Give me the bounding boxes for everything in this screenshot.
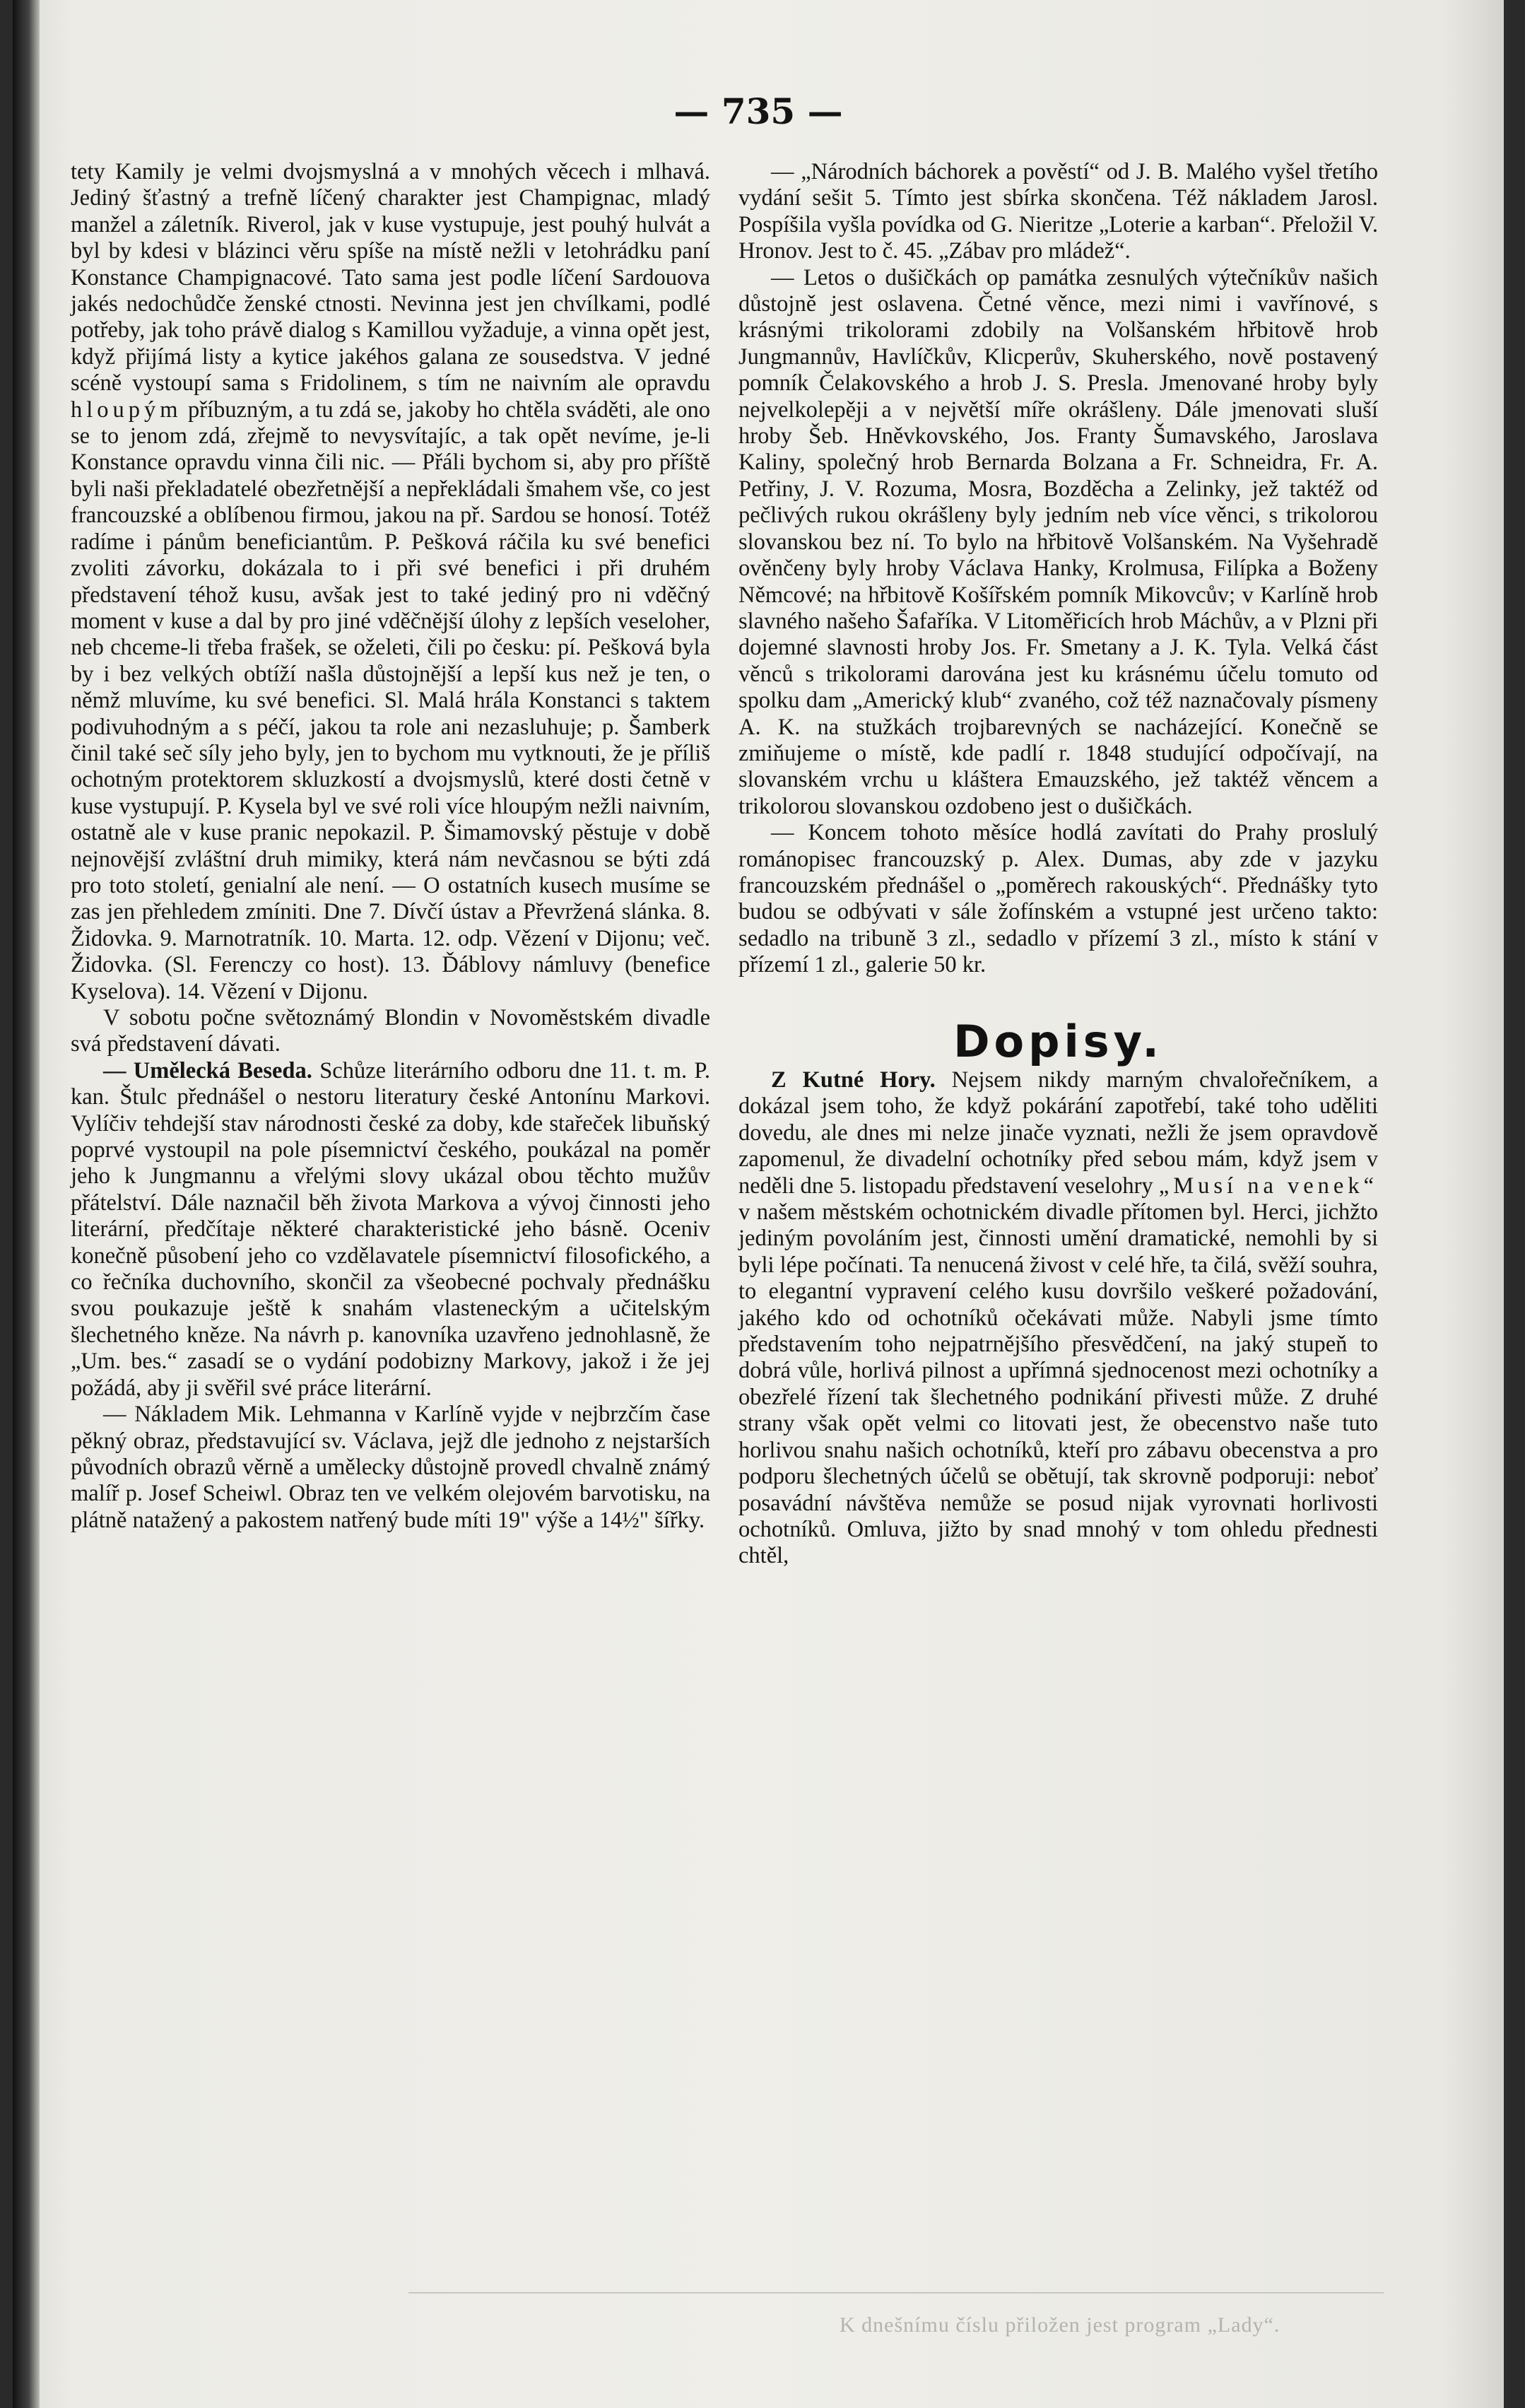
article-paragraph: — Koncem tohoto měsíce hodlá zavítati do Prahy proslulý románopisec francouzský p. Alex. Dumas, aby zde v jazyku francouzském přednášel o „poměrech rakouských“. Přednášky tyto budou se odbývati v sále žofínském a vstupné jest určeno takto: sedadlo na tribuně 3 zl., sedadlo v přízemí 3 zl., místo k stání v přízemí 1 zl., galerie 50 kr. [738,820,1378,978]
article-paragraph: — Umělecká Beseda. Schůze literárního odboru dne 11. t. m. P. kan. Štulc přednášel o nestoru literatury české Antonínu Markovi. Vylíčiv tehdejší stav národnosti české za doby, kde stařeček libuňský poprvé vystoupil na pole písemnictví českého, poukázal na poměr jeho k Jungmannu a vřelými slovy ukázal obou těchto mužův přátelství. Dále naznačil běh života Markova a vývoj činnosti jeho literární, předčítaje některé charakteristické jeho básně. Oceniv konečně působení jeho co vzdělavatele písemnictví filosofického, a co řečníka duchovního, skončil za všeobecné pochvaly přednášku svou poukazuje ještě k snahám vlasteneckým a učitelským šlechetného kněze. Na návrh p. kanovníka uzavřeno jednohlasně, že „Um. bes.“ zasadí se o vydání podobizny Markovy, jakož i že jej požádá, aby ji svěřil své práce literární. [71,1057,710,1401]
section-heading: Dopisy. [953,1015,1163,1067]
section-title: — Umělecká Beseda. [103,1057,312,1083]
divider [408,2292,1384,2294]
article-paragraph: — Nákladem Mik. Lehmanna v Karlíně vyjde v nejbrzčím čase pěkný obraz, představující sv. Václava, jejž dle jednoho z nejstarších původních obrazů věrně a umělecky důstojně provedl chvalně známý malíř p. Josef Scheiwl. Obraz ten ve velkém olejovém barvotisku, na plátně natažený a pakostem natřený bude míti 19" výše a 14½" šířky. [71,1402,710,1533]
article-paragraph: — „Národních báchorek a pověstí“ od J. B. Malého vyšel třetího vydání sešit 5. Tímto jest sbírka skončena. Též nákladem Jarosl. Pospíšila vyšla povídka od G. Nieritze „Loterie a karban“. Přeložil V. Hronov. Jest to č. 45. „Zábav pro mládež“. [738,159,1378,264]
right-column [738,159,1378,1570]
article-paragraph: — Letos o dušičkách op památka zesnulých výtečníkův našich důstojně jest oslavena. Četné věnce, mezi nimi i vavřínové, s krásnými trikolorami zdobily na Volšanském hřbitově hrob Jungmannův, Havlíčkův, Klicperův, Skuherského, nově postavený pomník Čelakovského a hrob J. S. Presla. Jmenované hroby byly nejvelkolepěji a v největší míře okrášleny. Dále jmenovati sluší hroby Šeb. Hněvkovského, Jos. Franty Šumavského, Jaroslava Kaliny, společný hrob Bernarda Bolzana a Fr. Schneidra, Fr. A. Petřiny, J. V. Rozuma, Mosra, Bozděcha a Zelinky, jež taktéž od pečlivých rukou okrášleny byly jedním neb více věnci, s trikolorou slovanskou bez ní. To bylo na hřbitově Volšanském. Na Vyšehradě ověnčeny byly hroby Václava Hanky, Krolmusa, Filípka a Boženy Němcové; na hřbitově Košířském pomník Mikovcův; v Karlíně hrob slavného našeho Šafaříka. V Litoměřicích hrob Máchův, a v Plzni při dojemné slavnosti hroby Jos. Fr. Smetany a J. K. Tyla. Velká část věnců s trikolorami darována jest ku krásnému účelu tomuto od spolku dam „Americký klub“ zvaného, což též naznačovaly písmeny A. K. na stužkách trojbarevných se nacházející. Konečně se zmiňujeme o místě, kde padlí r. 1848 studující odpočívají, na slovanském vrchu u kláštera Emauzského, jež taktéž věncem a trikolorou slovanskou ozdobeno jest o dušičkách. [738,264,1378,819]
dateline: Z Kutné Hory. [771,1067,936,1093]
article-paragraph: tety Kamily je velmi dvojsmyslná a v mnohých věcech i mlhavá. Jediný šťastný a trefně líčený charakter jest Champignac, mladý manžel a záletník. Riverol, jak v kuse vystupuje, jest pouhý hulvát a byl by kdesi v blázinci věru spíše na místě nežli v letohrádku paní Konstance Champignacové. Tato sama jest podle líčení Sardouova jakés nedochůdče ženské ctnosti. Nevinna jest jen chvílkami, podlé potřeby, jak toho právě dialog s Kamillou vyžaduje, a vinna opět jest, když přijímá listy a kytice jakéhos galana ze sousedstva. V jedné scéně vystoupí sama s Fridolinem, s tím ne naivním ale opravdu hloupým příbuzným, a tu zdá se, jakoby ho chtěla sváděti, ale ono se to jenom zdá, zřejmě to nevysvítajíc, a tak opět nevíme, je-li Konstance opravdu vinna čili nic. — Přáli bychom si, aby pro příště byli naši překladatelé obezřetnější a nepřekládali šmahem vše, co jest francouzské a oblíbenou firmou, jakou na př. Sardou se honosí. Totéž radíme i pánům beneficiantům. P. Pešková ráčila ku své benefici zvoliti závorku, dokázala to i při své benefici i při druhém představení téhož kusu, avšak jest to také jediný pro ni vděčný moment v kuse a dal by pro jiné vděčnější úlohy z lepších veseloher, neb chceme-li třeba frašek, se oželeti, čili po česku: pí. Pešková byla by i bez velkých obtíží našla důstojnější a lepší kus než je ten, o němž mluvíme, ku své benefici. Sl. Malá hrála Konstanci s taktem podivuhodným a s péčí, jakou ta role ani nezasluhuje; p. Šamberk činil také seč síly jeho byly, jen to bychom mu vytknouti, že je příliš ochotným protektorem skluzkostí a dvojsmyslů, které dosti četně v kuse vystupují. P. Kysela byl ve své roli více hloupým nežli naivním, ostatně ale v kuse pranic nepokazil. P. Šimamovský pěstuje v době nejnovější zvláštní druh mimiky, která nám nevčasnou se býti zdá pro toto století, genialní ale není. — O ostatních kusech musíme se zas jen přehledem zmíniti. Dne 7. Dívčí ústav a Převržená slánka. 8. Židovka. 9. Marnotratník. 10. Marta. 12. odp. Vězení v Dijonu; več. Židovka. (Sl. Ferenczy co host). 13. Ďáblovy námluvy (benefice Kyselova). 14. Vězení v Dijonu. [71,159,710,1004]
left-column [71,159,710,1534]
bottom-note: K dnešnímu číslu přiložen jest program „Lady“. [840,2313,1280,2337]
article-paragraph: Z Kutné Hory. Nejsem nikdy marným chvalořečníkem, a dokázal jsem toho, že když pokárání zapotřebí, také toho uděliti dovedu, ale dnes mi nelze jinače vyznati, nežli že jsem opravdově zapomenul, že divadelní ochotníky před sebou mám, když jsem v neděli dne 5. listopadu představení veselohry „Musí na venek“ v našem městském ochotnickém divadle přítomen byl. Herci, jichžto jediným povoláním jest, činnosti umění dramatické, nemohli by si byli lépe počínati. Ta nenucená živost v celé hře, ta čilá, svěží souhra, to elegantní vypravení celého kusu dovršilo veškeré požadování, jakého kdo od ochotníků očekávati může. Nabyli jsme tímto představením toho nejpatrnějšího přesvědčení, na jaký stupeň to dobrá vůle, horlivá pilnost a upřímná sjednocenost mezi ochotníky a obezřelé řízení tak šlechetného podnikání přivesti může. Z druhé strany však opět velmi co litovati jest, že obecenstvo naše tuto horlivou snahu našich ochotníků, kteří pro zábavu obecenstva a pro podporu šlechetných účelů se obětují, tak skrovně podporuji: neboť posavádní návštěva nemůže se posud nijak vyrovnati horlivosti ochotníků. Omluva, jižto by snad mnohý v tom ohledu přednesti chtěl, [738,1067,1379,1569]
article-paragraph: V sobotu počne světoznámý Blondin v Novoměstském divadle svá představení dávati. [71,1005,710,1057]
page-number: — 735 — [673,90,843,132]
newspaper-page [13,0,1504,2408]
binding-spine [13,0,40,2408]
